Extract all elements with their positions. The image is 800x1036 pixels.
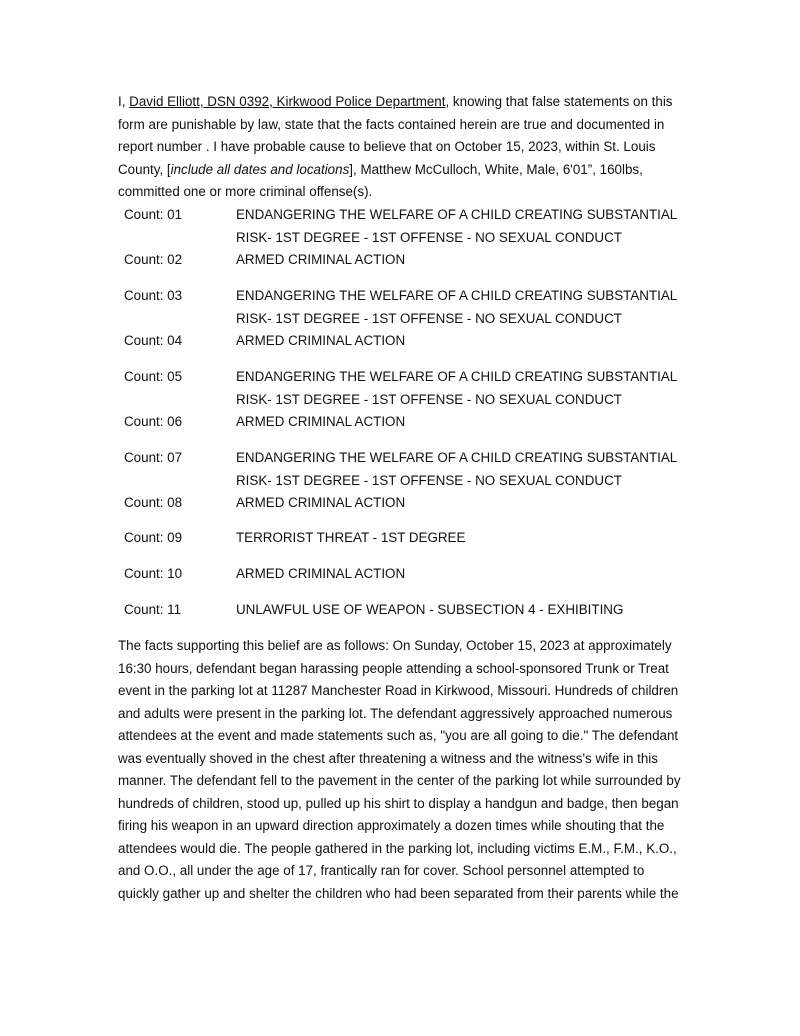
count-label: Count: 06 xyxy=(124,414,183,429)
count-label: Count: 09 xyxy=(124,530,183,545)
count-description: ENDANGERING THE WELFARE OF A CHILD CREATING SUBSTANTIAL RISK- 1ST DEGREE - 1ST OFFENSE - NO SEXUAL CONDUCT xyxy=(236,450,677,488)
count-label: Count: 02 xyxy=(124,252,183,267)
count-label: Count: 03 xyxy=(124,288,183,303)
date-location-placeholder: include all dates and locations xyxy=(170,161,350,177)
count-description: ENDANGERING THE WELFARE OF A CHILD CREATING SUBSTANTIAL RISK- 1ST DEGREE - 1ST OFFENSE - NO SEXUAL CONDUCT xyxy=(236,288,677,326)
count-label: Count: 01 xyxy=(124,207,183,222)
count-label: Count: 07 xyxy=(124,450,183,465)
intro-prefix: I, xyxy=(118,94,130,109)
intro-text-2: ], Matthew McCulloch, White, Male, 6'01”, 160lbs, committed one or more criminal offense(s). xyxy=(118,161,643,199)
probable-cause-statement xyxy=(118,91,688,204)
officer-identification: David Elliott, DSN 0392, Kirkwood Police Department, xyxy=(129,94,450,109)
intro-text-1: knowing that false statements on this form are punishable by law, state that the facts contained herein are true and documented in report number . I have probable cause to believe that on October 15, 2023, within St. Louis County, [ xyxy=(118,94,673,177)
count-label: Count: 11 xyxy=(124,602,182,617)
count-description: ARMED CRIMINAL ACTION xyxy=(236,252,406,267)
count-label: Count: 10 xyxy=(124,566,183,581)
count-description: TERRORIST THREAT - 1ST DEGREE xyxy=(236,530,466,545)
count-label: Count: 04 xyxy=(124,333,183,348)
count-description: UNLAWFUL USE OF WEAPON - SUBSECTION 4 - EXHIBITING xyxy=(236,602,624,617)
count-description: ARMED CRIMINAL ACTION xyxy=(236,333,406,348)
count-description: ARMED CRIMINAL ACTION xyxy=(236,414,406,429)
count-label: Count: 08 xyxy=(124,495,183,510)
count-label: Count: 05 xyxy=(124,369,183,384)
count-description: ARMED CRIMINAL ACTION xyxy=(236,495,406,510)
supporting-facts: The facts supporting this belief are as follows: On Sunday, October 15, 2023 at approximately 16:30 hours, defendant began harassing people attending a school-sponsored Trunk or Treat event in the parking lot at 11287 Manchester Road in Kirkwood, Missouri. Hundreds of children and adults were present in the parking lot. The defendant aggressively approached numerous attendees at the event and made statements such as, "you are all going to die." The defendant was eventually shoved in the chest after threatening a witness and the witness's wife in this manner. The defendant fell to the pavement in the center of the parking lot while surrounded by hundreds of children, stood up, pulled up his shirt to display a handgun and badge, then began firing his weapon in an upward direction approximately a dozen times while shouting that the attendees would die. The people gathered in the parking lot, including victims E.M., F.M., K.O., and O.O., all under the age of 17, frantically ran for cover. School personnel attempted to quickly gather up and shelter the children who had been separated from their parents while the xyxy=(118,638,681,901)
count-description: ARMED CRIMINAL ACTION xyxy=(236,566,406,581)
count-description: ENDANGERING THE WELFARE OF A CHILD CREATING SUBSTANTIAL RISK- 1ST DEGREE - 1ST OFFENSE - NO SEXUAL CONDUCT xyxy=(236,207,677,245)
count-description: ENDANGERING THE WELFARE OF A CHILD CREATING SUBSTANTIAL RISK- 1ST DEGREE - 1ST OFFENSE - NO SEXUAL CONDUCT xyxy=(236,369,677,407)
